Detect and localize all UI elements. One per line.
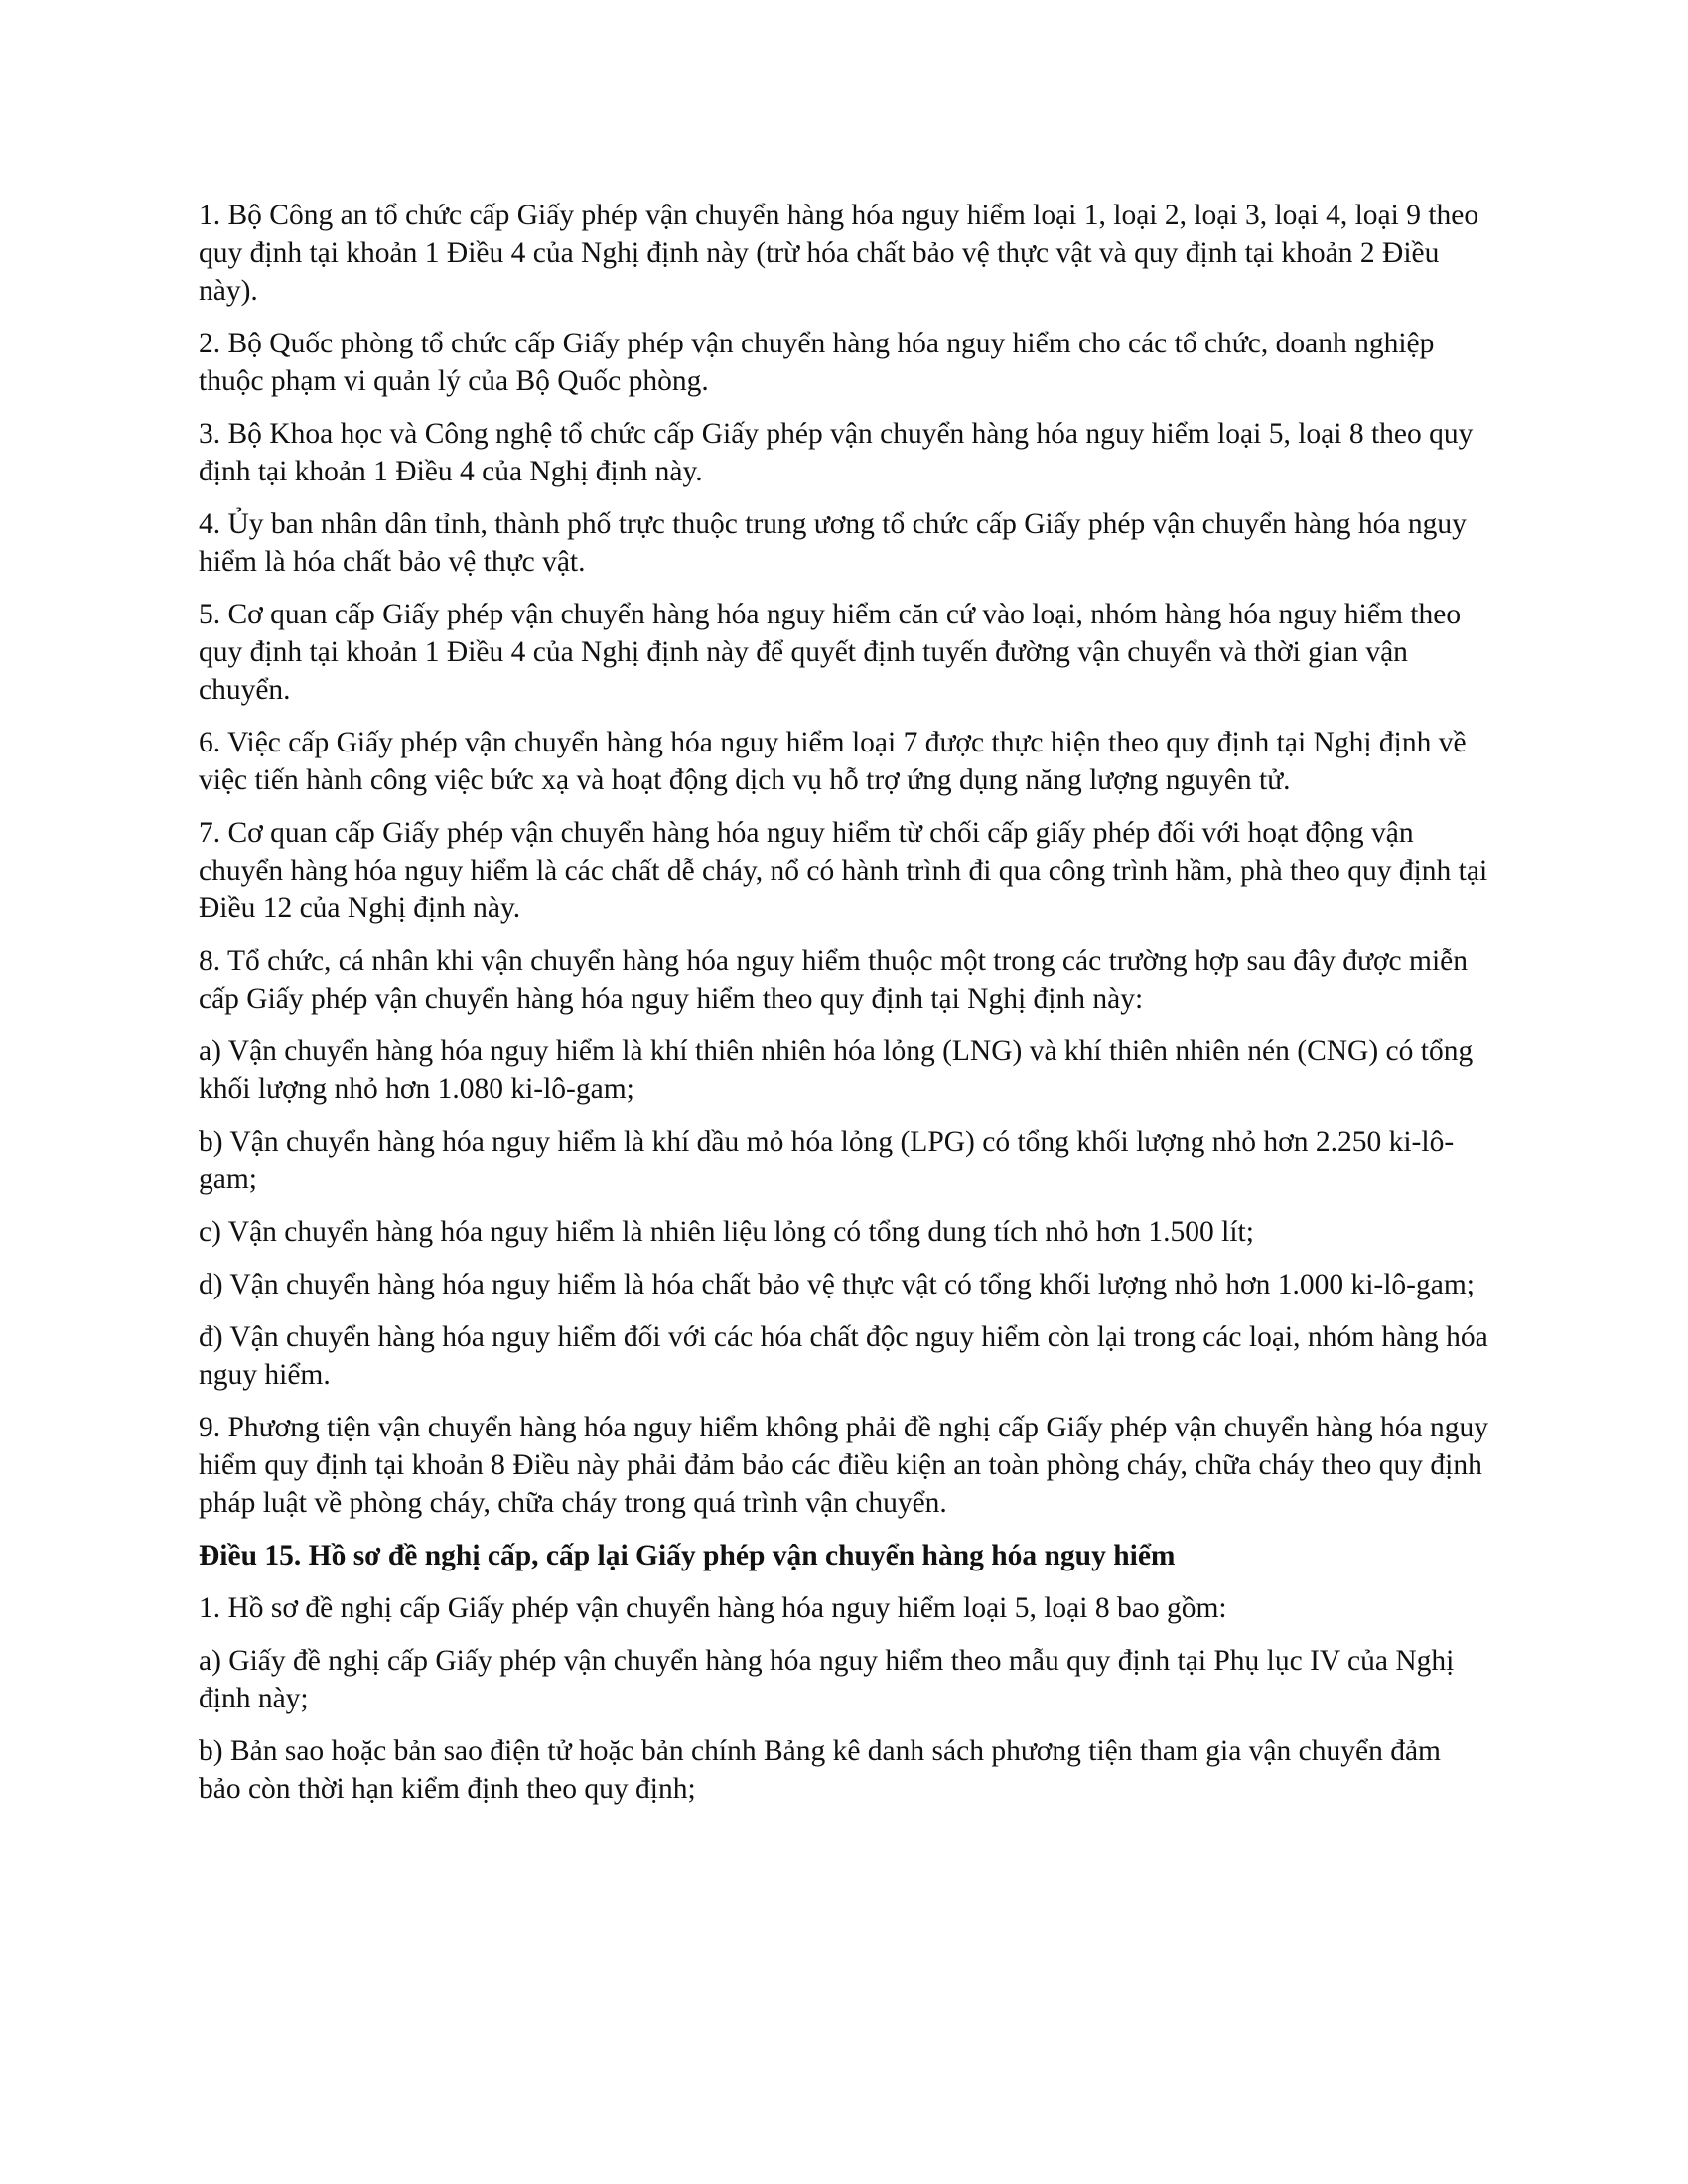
paragraph-5: 5. Cơ quan cấp Giấy phép vận chuyển hàng hóa nguy hiểm căn cứ vào loại, nhóm hàng hóa nguy hiểm theo quy định tại khoản 1 Điều 4 của Nghị định này để quyết định tuyến đường vận chuyển và thời gian vận chuyển.: [199, 599, 1462, 706]
paragraph-8d: d) Vận chuyển hàng hóa nguy hiểm là hóa chất bảo vệ thực vật có tổng khối lượng nhỏ hơn 1.000 ki-lô-gam;: [199, 1269, 1475, 1300]
paragraph-8b: b) Vận chuyển hàng hóa nguy hiểm là khí dầu mỏ hóa lỏng (LPG) có tổng khối lượng nhỏ hơn 2.250 ki-lô-gam;: [199, 1126, 1455, 1195]
paragraph-4: 4. Ủy ban nhân dân tỉnh, thành phố trực thuộc trung ương tổ chức cấp Giấy phép vận chuyển hàng hóa nguy hiểm là hóa chất bảo vệ thực vật.: [199, 508, 1467, 578]
article-15-paragraph-1a: a) Giấy đề nghị cấp Giấy phép vận chuyển hàng hóa nguy hiểm theo mẫu quy định tại Phụ lục IV của Nghị định này;: [199, 1645, 1455, 1714]
paragraph-8: 8. Tổ chức, cá nhân khi vận chuyển hàng hóa nguy hiểm thuộc một trong các trường hợp sau đây được miễn cấp Giấy phép vận chuyển hàng hóa nguy hiểm theo quy định tại Nghị định này:: [199, 945, 1468, 1015]
article-15-paragraph-1b: b) Bản sao hoặc bản sao điện tử hoặc bản chính Bảng kê danh sách phương tiện tham gia vận chuyển đảm bảo còn thời hạn kiểm định theo quy định;: [199, 1735, 1441, 1805]
article-15-paragraph-1: 1. Hồ sơ đề nghị cấp Giấy phép vận chuyển hàng hóa nguy hiểm loại 5, loại 8 bao gồm:: [199, 1592, 1227, 1624]
paragraph-1: 1. Bộ Công an tổ chức cấp Giấy phép vận chuyển hàng hóa nguy hiểm loại 1, loại 2, loại 3, loại 4, loại 9 theo quy định tại khoản 1 Điều 4 của Nghị định này (trừ hóa chất bảo vệ thực vật và quy định tại khoản 2 Điều này).: [199, 200, 1479, 307]
paragraph-8dd: đ) Vận chuyển hàng hóa nguy hiểm đối với các hóa chất độc nguy hiểm còn lại trong các loại, nhóm hàng hóa nguy hiểm.: [199, 1321, 1488, 1391]
paragraph-2: 2. Bộ Quốc phòng tổ chức cấp Giấy phép vận chuyển hàng hóa nguy hiểm cho các tổ chức, doanh nghiệp thuộc phạm vi quản lý của Bộ Quốc phòng.: [199, 328, 1435, 397]
document-page: [199, 197, 1489, 1823]
paragraph-8c: c) Vận chuyển hàng hóa nguy hiểm là nhiên liệu lỏng có tổng dung tích nhỏ hơn 1.500 lít;: [199, 1216, 1254, 1248]
paragraph-3: 3. Bộ Khoa học và Công nghệ tổ chức cấp Giấy phép vận chuyển hàng hóa nguy hiểm loại 5, loại 8 theo quy định tại khoản 1 Điều 4 của Nghị định này.: [199, 418, 1474, 487]
paragraph-9: 9. Phương tiện vận chuyển hàng hóa nguy hiểm không phải đề nghị cấp Giấy phép vận chuyển hàng hóa nguy hiểm quy định tại khoản 8 Điều này phải đảm bảo các điều kiện an toàn phòng cháy, chữa cháy theo quy định pháp luật về phòng cháy, chữa cháy trong quá trình vận chuyển.: [199, 1412, 1488, 1519]
paragraph-8a: a) Vận chuyển hàng hóa nguy hiểm là khí thiên nhiên hóa lỏng (LNG) và khí thiên nhiên nén (CNG) có tổng khối lượng nhỏ hơn 1.080 ki-lô-gam;: [199, 1035, 1474, 1105]
article-15-heading: Điều 15. Hồ sơ đề nghị cấp, cấp lại Giấy phép vận chuyển hàng hóa nguy hiểm: [199, 1540, 1176, 1571]
paragraph-7: 7. Cơ quan cấp Giấy phép vận chuyển hàng hóa nguy hiểm từ chối cấp giấy phép đối với hoạt động vận chuyển hàng hóa nguy hiểm là các chất dễ cháy, nổ có hành trình đi qua công trình hầm, phà theo quy định tại Điều 12 của Nghị định này.: [199, 817, 1488, 924]
paragraph-6: 6. Việc cấp Giấy phép vận chuyển hàng hóa nguy hiểm loại 7 được thực hiện theo quy định tại Nghị định về việc tiến hành công việc bức xạ và hoạt động dịch vụ hỗ trợ ứng dụng năng lượng nguyên tử.: [199, 727, 1467, 796]
